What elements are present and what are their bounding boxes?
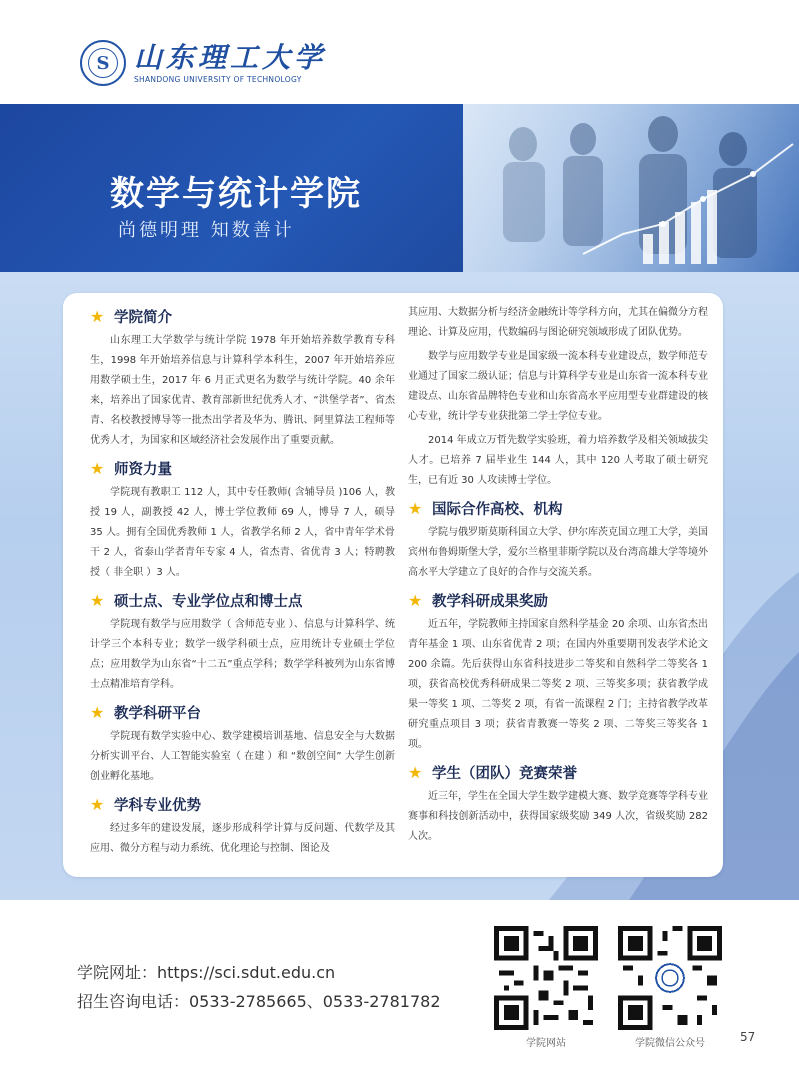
star-icon: ★ <box>90 306 105 326</box>
section-paragraph: 学院现有教职工 112 人，其中专任教师( 含辅导员 )106 人，教授 19 人，副教授 42 人，博士学位教师 69 人，博导 7 人，硕导 35 人。拥有全国优秀教师 1 人，省教学名师 2 人，省中青年学术骨干 2 人，省泰山学者青年专家 4 人，省杰青、省优青 3 人；特聘教授（ 非全职 ）3 人。 <box>90 487 395 578</box>
section-degrees <box>90 589 395 695</box>
page-number: 57 <box>740 1030 756 1044</box>
section-advantages <box>90 793 395 859</box>
star-icon: ★ <box>90 458 105 478</box>
school-logo <box>80 40 326 86</box>
college-website: 学院网址：https://sci.sdut.edu.cn <box>77 963 336 982</box>
logo-english-name: SHANDONG UNIVERSITY OF TECHNOLOGY <box>134 74 302 84</box>
section-competitions <box>408 761 708 847</box>
wechat-qr-caption: 学院微信公众号 <box>635 1038 705 1049</box>
section-platforms <box>90 701 395 787</box>
wechat-qr-code <box>618 926 722 1030</box>
section-paragraph: 山东理工大学数学与统计学院 1978 年开始培养数学教育专科生，1998 年开始培养信息与计算科学本科生，2007 年开始培养应用数学硕士生，2017 年 6 月正式更名为数学与统计学院。40 余年来，培养出了国家优青、教育部新世纪优秀人才、“洪堡学者”、省杰青、名校教授博导等一批杰出学者及华为、腾讯、阿里算法工程师等优秀人才，为国家和区域经济社会发展作出了重要贡献。 <box>90 335 395 446</box>
section-heading: 国际合作高校、机构 <box>432 501 563 518</box>
star-icon: ★ <box>408 762 423 782</box>
section-paragraph: 数学与应用数学专业是国家级一流本科专业建设点，数学师范专业通过了国家二级认证；信息与计算科学专业是山东省一流本科专业建设点、山东省品牌特色专业和山东省高水平应用型专业群建设的核心专业，统计学专业获批第二学士学位专业。 <box>408 351 708 422</box>
star-icon: ★ <box>90 702 105 722</box>
section-heading: 教学科研平台 <box>114 705 201 722</box>
college-motto: 尚德明理 知数善计 <box>118 220 295 241</box>
website-qr-code <box>494 926 598 1030</box>
logo-chinese-name: 山东理工大学 <box>134 40 327 74</box>
section-heading: 学院简介 <box>114 309 172 326</box>
page-title: 数学与统计学院 <box>110 174 362 214</box>
section-paragraph: 近五年，学院教师主持国家自然科学基金 20 余项、山东省杰出青年基金 1 项、山东省优青 2 项；在国内外重要期刊发表学术论文 200 余篇。先后获得山东省科技进步二等奖和自然科学二等奖各 1 项，获省高校优秀科研成果二等奖 2 项、三等奖多项；获省教学成果一等奖 1 项、二等奖 2 项，有省一流课程 2 门；主持省教学改革研究重点项目 3 项；获省青教赛一等奖 2 项、二等奖三等奖各 1 项。 <box>408 619 708 750</box>
section-heading: 学生（团队）竞赛荣誉 <box>432 765 577 782</box>
admission-phone: 招生咨询电话：0533-2785665、0533-2781782 <box>77 992 441 1011</box>
header-banner <box>0 104 799 272</box>
star-icon: ★ <box>408 590 423 610</box>
website-qr-caption: 学院网站 <box>526 1038 566 1049</box>
section-paragraph: 学院与俄罗斯莫斯科国立大学、伊尔库茨克国立理工大学，美国宾州布鲁姆斯堡大学，爱尔兰格里菲斯学院以及台湾高雄大学等境外高水平大学建立了良好的合作与交流关系。 <box>408 527 708 578</box>
section-faculty <box>90 457 395 583</box>
content-card <box>63 293 723 877</box>
section-paragraph: 学院现有数学实验中心、数学建模培训基地、信息安全与大数据分析实训平台、人工智能实验室（ 在建 ）和 “数创空间” 大学生创新创业孵化基地。 <box>90 731 395 782</box>
section-paragraph: 近三年，学生在全国大学生数学建模大赛、数学竞赛等学科专业赛事和科技创新活动中，获得国家级奖励 349 人次，省级奖励 282 人次。 <box>408 791 708 842</box>
banner-photo <box>463 104 799 272</box>
section-paragraph: 2014 年成立万哲先数学实验班，着力培养数学及相关领域拔尖人才。已培养 7 届毕业生 144 人，其中 120 人考取了硕士研究生，已有近 30 人攻读博士学位。 <box>408 435 708 486</box>
section-heading: 硕士点、专业学位点和博士点 <box>114 593 303 610</box>
section-paragraph: 经过多年的建设发展，逐步形成科学计算与反问题、代数学及其应用、微分方程与动力系统、优化理论与控制、图论及 <box>90 823 395 854</box>
section-intro <box>90 305 395 451</box>
section-paragraph: 其应用、大数据分析与经济金融统计等学科方向，尤其在偏微分方程理论、计算及应用，代数编码与图论研究领域形成了团队优势。 <box>408 307 708 338</box>
section-heading: 师资力量 <box>114 461 172 478</box>
university-emblem-icon: S <box>80 40 126 86</box>
star-icon: ★ <box>408 498 423 518</box>
section-heading: 学科专业优势 <box>114 797 201 814</box>
star-icon: ★ <box>90 590 105 610</box>
section-heading: 教学科研成果奖励 <box>432 593 548 610</box>
section-international <box>408 497 708 583</box>
section-paragraph: 学院现有数学与应用数学（ 含师范专业 ）、信息与计算科学、统计学三个本科专业；数学一级学科硕士点，应用统计专业硕士学位点；应用数学为山东省“十二五”重点学科；数学学科被列为山东省博士点精准培育学科。 <box>90 619 395 690</box>
star-icon: ★ <box>90 794 105 814</box>
section-awards <box>408 589 708 755</box>
